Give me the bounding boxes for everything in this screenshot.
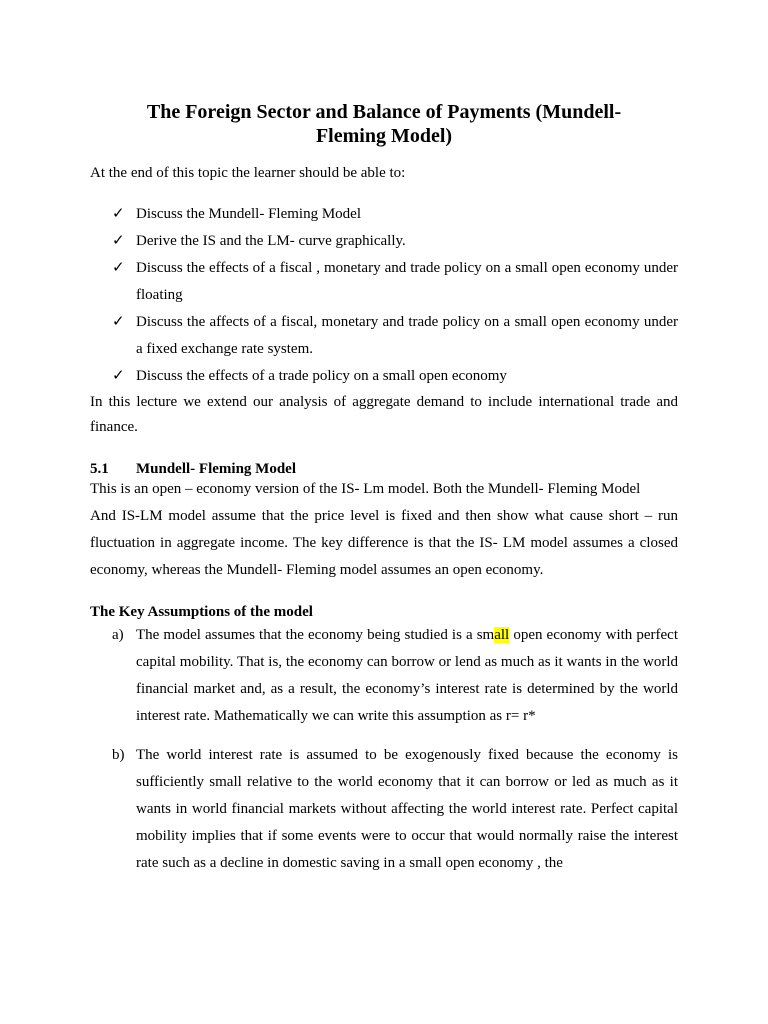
checkmark-icon: ✓: [112, 260, 125, 276]
title-line-1: The Foreign Sector and Balance of Payments (Mundell-: [146, 101, 622, 123]
document-page: [90, 100, 678, 877]
assumptions-list: [90, 622, 678, 877]
section-number: 5.1: [90, 461, 109, 477]
assumption-text-before: The model assumes that the economy being studied is a sm: [136, 627, 495, 643]
title-line-2: Fleming Model): [315, 125, 453, 147]
list-marker: b): [112, 747, 125, 763]
highlighted-text: all: [494, 627, 510, 643]
list-item: [90, 622, 678, 730]
objective-text: Discuss the Mundell- Fleming Model: [136, 206, 361, 222]
objective-text: Discuss the affects of a fiscal, monetary and trade policy on a small open economy under a fixed exchange rate system.: [136, 314, 678, 357]
checkmark-icon: ✓: [112, 368, 125, 384]
list-item: [90, 201, 678, 228]
intro-text: At the end of this topic the learner should be able to:: [90, 165, 406, 181]
lecture-paragraph: In this lecture we extend our analysis of aggregate demand to include international trade and finance.: [90, 394, 678, 435]
checkmark-icon: ✓: [112, 233, 125, 249]
page-title: [90, 100, 678, 148]
objective-text: Derive the IS and the LM- curve graphically.: [136, 233, 406, 249]
list-item: [90, 255, 678, 309]
objective-text: Discuss the effects of a trade policy on a small open economy: [136, 368, 507, 384]
list-item: [90, 228, 678, 255]
section-first-line: This is an open – economy version of the IS- Lm model. Both the Mundell- Fleming Model: [90, 481, 641, 497]
list-item: [90, 742, 678, 877]
assumption-text-after: open economy with perfect capital mobility. That is, the economy can borrow or lend as much as it wants in the world financial market and, as a result, the economy’s interest rate is determined by the world interest rate. Mathematically we can write this assumption as r= r*: [136, 627, 678, 724]
objective-text: Discuss the effects of a fiscal , monetary and trade policy on a small open economy under floating: [136, 260, 678, 303]
section-title: Mundell- Fleming Model: [136, 461, 296, 477]
assumption-text: The world interest rate is assumed to be exogenously fixed because the economy is sufficiently small relative to the world economy that it can borrow or led as much as it wants in world financial markets without affecting the world interest rate. Perfect capital mobility implies that if some events were to occur that would normally raise the interest rate such as a decline in domestic saving in a small open economy , the: [136, 747, 678, 871]
section-body-text: And IS-LM model assume that the price level is fixed and then show what cause short – run fluctuation in aggregate income. The key difference is that the IS- LM model assumes a closed economy, whereas the Mundell- Fleming model assumes an open economy.: [90, 508, 678, 578]
list-marker: a): [112, 627, 124, 643]
section-body: [90, 479, 678, 584]
section-heading: [90, 459, 678, 479]
checkmark-icon: ✓: [112, 206, 125, 222]
assumptions-heading: The Key Assumptions of the model: [90, 604, 313, 620]
objectives-list: [90, 201, 678, 390]
checkmark-icon: ✓: [112, 314, 125, 330]
list-item: [90, 363, 678, 390]
list-item: [90, 309, 678, 363]
